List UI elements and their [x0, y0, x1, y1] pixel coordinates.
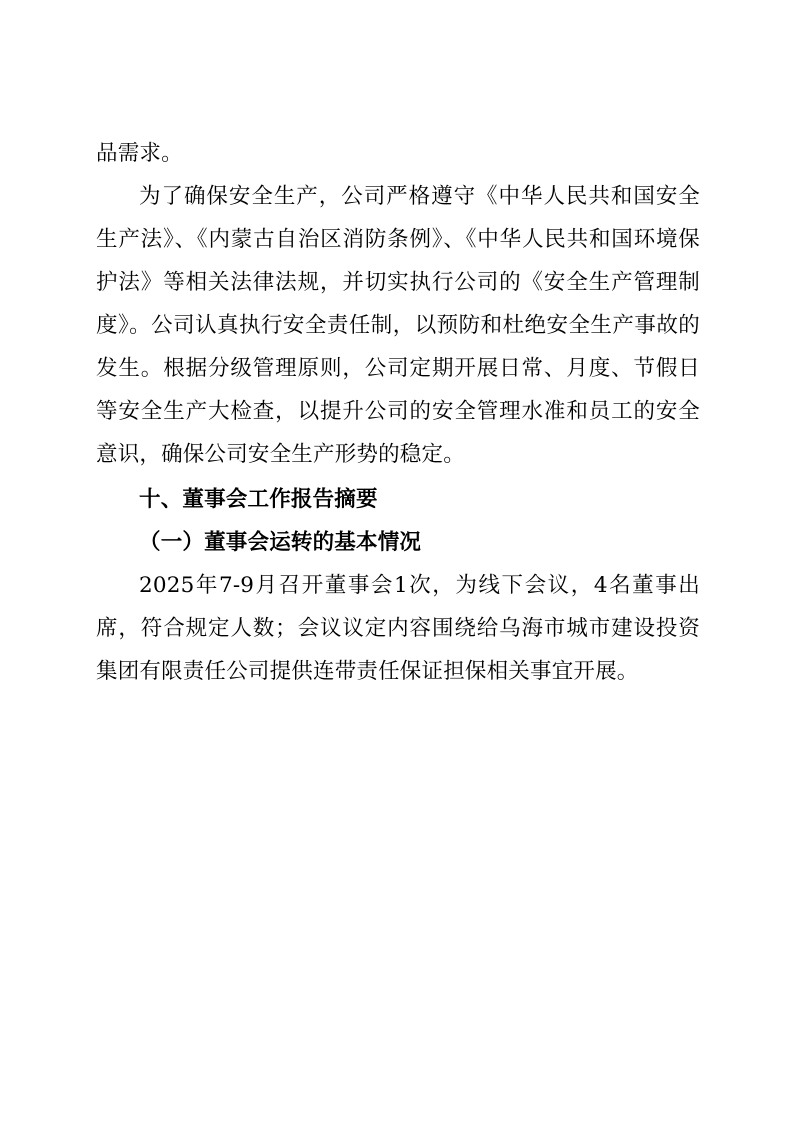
paragraph-safety-production: 为了确保安全生产，公司严格遵守《中华人民共和国安全生产法》、《内蒙古自治区消防条例》、《中华人民共和国环境保护法》等相关法律法规，并切实执行公司的《安全生产管理制度》。公司认真执行安全责任制，以预防和杜绝安全生产事故的发生。根据分级管理原则，公司定期开展日常、月度、节假日等安全生产大检查，以提升公司的安全管理水准和员工的安全意识，确保公司安全生产形势的稳定。	[96, 184, 700, 467]
section-heading-board-report: 十、董事会工作报告摘要	[139, 487, 378, 512]
document-body	[96, 132, 700, 693]
paragraph-continuation: 品需求。	[96, 141, 183, 166]
subsection-heading-board-operation: （一）董事会运转的基本情况	[139, 530, 422, 555]
paragraph-board-meeting: 2025年7-9月召开董事会1次，为线下会议，4名董事出席，符合规定人数；会议议定内容围绕给乌海市城市建设投资集团有限责任公司提供连带责任保证担保相关事宜开展。	[96, 573, 700, 684]
